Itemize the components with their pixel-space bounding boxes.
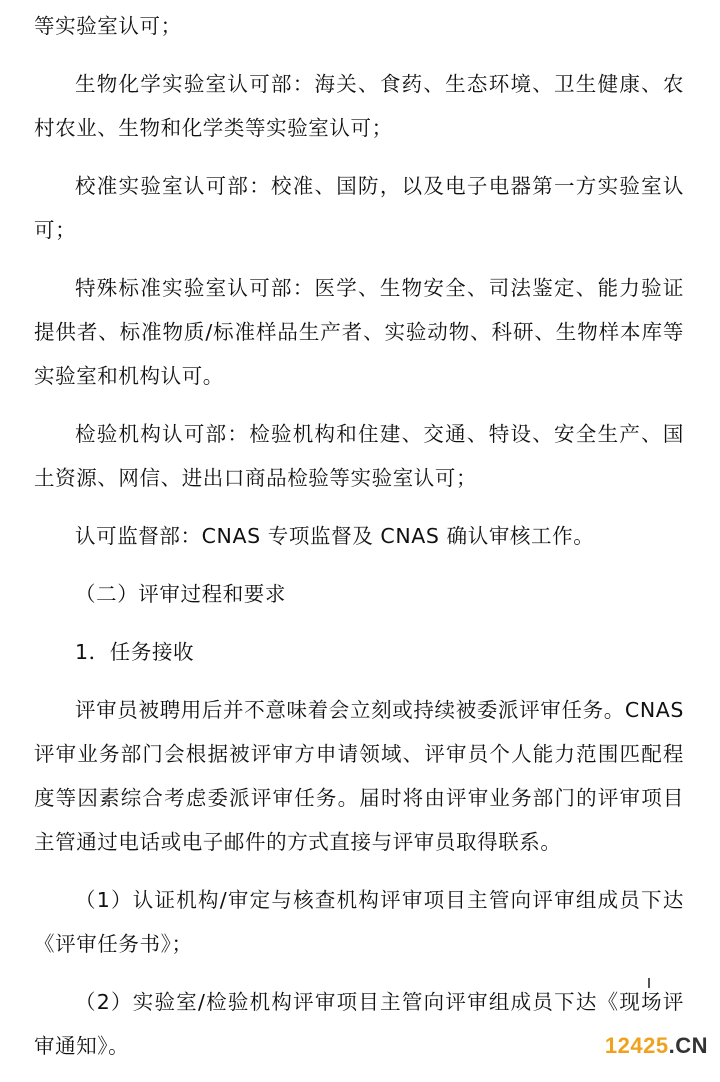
watermark-suffix: CN: [675, 1033, 708, 1058]
list-item: （1）认证机构/审定与核查机构评审项目主管向评审组成员下达《评审任务书》；: [34, 888, 684, 956]
paragraph: 校准实验室认可部：校准、国防，以及电子电器第一方实验室认可；: [34, 174, 684, 242]
page-mark: [648, 978, 650, 988]
paragraph: 等实验室认可；: [34, 14, 182, 38]
list-item: （2）实验室/检验机构评审项目主管向评审组成员下达《现场评审通知》。: [34, 990, 684, 1058]
paragraph: 检验机构认可部：检验机构和住建、交通、特设、安全生产、国土资源、网信、进出口商品检验等实验室认可；: [34, 422, 684, 490]
paragraph: 特殊标准实验室认可部：医学、生物安全、司法鉴定、能力验证提供者、标准物质/标准样品生产者、实验动物、科研、生物样本库等实验室和机构认可。: [34, 276, 684, 388]
paragraph: 评审员被聘用后并不意味着会立刻或持续被委派评审任务。CNAS 评审业务部门会根据被评审方申请领域、评审员个人能力范围匹配程度等因素综合考虑委派评审任务。届时将由评审业务部门的评审项目主管通过电话或电子邮件的方式直接与评审员取得联系。: [34, 698, 684, 854]
document-body: [34, 4, 684, 1082]
paragraph: 认可监督部：CNAS 专项监督及 CNAS 确认审核工作。: [75, 524, 595, 548]
watermark-number: 12425: [604, 1033, 669, 1058]
paragraph: 生物化学实验室认可部：海关、食药、生态环境、卫生健康、农村农业、生物和化学类等实验室认可；: [34, 72, 684, 140]
watermark-dot: .: [668, 1033, 676, 1058]
subsection-heading: 1．任务接收: [75, 640, 195, 664]
section-heading: （二）评审过程和要求: [75, 582, 286, 606]
site-watermark: [605, 1033, 708, 1059]
